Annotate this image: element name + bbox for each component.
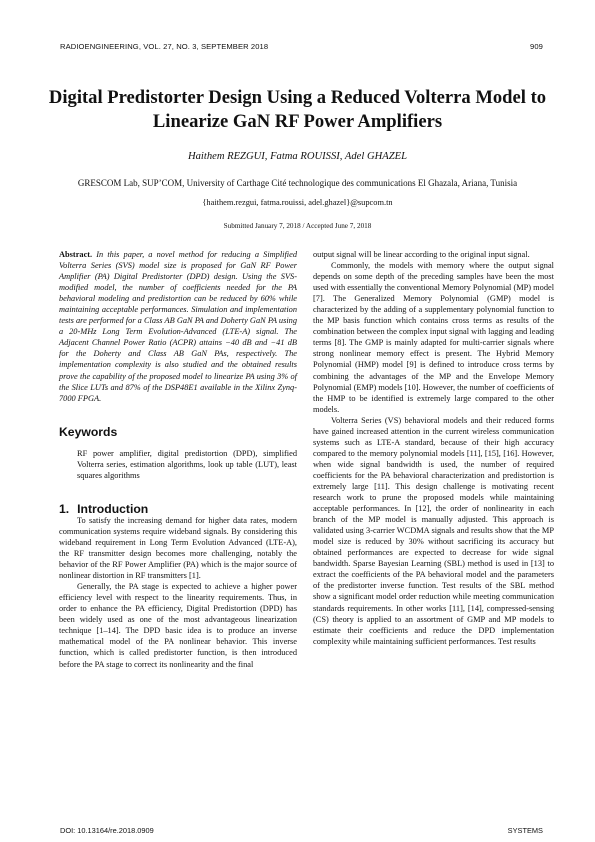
affiliation: GRESCOM Lab, SUP’COM, University of Carthage Cité technologique des communications El Ghazala, Ariana, Tunisia <box>77 178 518 188</box>
author-list: Haithem REZGUI, Fatma ROUISSI, Adel GHAZEL <box>187 151 407 162</box>
abstract <box>59 249 297 404</box>
introduction-heading <box>59 501 297 516</box>
keywords-heading: Keywords <box>59 424 118 439</box>
section-number: 1. <box>59 501 70 516</box>
body-paragraph-volterra: Volterra Series (VS) behavioral models and their reduced forms have gained increased attention in the current wireless communication systems such as LTE-A standard, because of their high accuracy compared to the memory polynomial models [11], [15], [16]. However, when wide signal bandwidth is used, the number of required coefficients for the PA behavioral characterization and predistortion is extremely large [11]. This design challenge is motivating recent research work to prune the proposed models while maintaining acceptable performances. In [12], the order of nonlinearity in each branch of the MP model is manually adjusted. This approach is validated using 3-carrier WCDMA signals and results show that the MP model size is reduced by 30% without sacrificing its accuracy but obtained performances are expected to decrease for wide signal bandwidth. Sparse Bayesian Learning (SBL) method is used in [13] to extract the coefficients of the PA behavioral model and the parameters of the predistorter inverse function. Test results of the SBL method show a significant model order reduction while meeting communication standards requirements. In other works [11], [14], compressed-sensing (CS) theory is applied to an assortment of GMP and MP models to estimate their coefficients and reduce the DPD implementation complexity while maintaining sufficient performances. Test results <box>313 415 554 646</box>
left-column <box>59 249 297 670</box>
keywords-text: RF power amplifier, digital predistortion (DPD), simplified Volterra series, estimation algorithms, look up table (LUT), least squares algorithms <box>77 448 297 480</box>
journal-name: RADIOENGINEERING, VOL. 27, NO. 3, SEPTEMBER 2018 <box>60 42 269 51</box>
running-header <box>60 42 543 51</box>
page-number: 909 <box>530 42 543 51</box>
page-footer <box>60 826 543 835</box>
author-emails: {haithem.rezgui, fatma.rouissi, adel.ghazel}@supcom.tn <box>202 198 393 207</box>
right-column <box>313 249 554 647</box>
section-tag: SYSTEMS <box>507 826 543 835</box>
paper-title: Digital Predistorter Design Using a Reduced Volterra Model to Linearize GaN RF Power Amplifiers <box>48 87 547 132</box>
intro-paragraph-1: To satisfy the increasing demand for higher data rates, modern communication systems require wideband signals. By considering this wideband requirement in Long Term Evolution Advanced (LTE-A), the RF transmitter design becomes more challenging, notably the behavior of the RF Power Amplifier (PA) which is the major source of nonlinear distortion in RF transmitters [1]. <box>59 515 297 581</box>
abstract-text: In this paper, a novel method for reducing a Simplified Volterra Series (SVS) model size is proposed for GaN RF Power Amplifier (PA) Digital Predistorter (DPD) design. Using the SVS-modified model, the number of coefficients needed for the PA behavioral modeling and predistortion can be reduced by 60% while maintaining acceptable performances. Simulation and implementation tests are performed for a Class AB GaN PA and Doherty GaN PA using a 20-MHz Long Term Evolution-Advanced (LTE-A) signal. The Adjacent Channel Power Ratio (ACPR) attains −40 dB and −41 dB for the Doherty and Class AB GaN PAs, respectively. The implementation complexity is also studied and the obtained results prove the capability of the proposed model to linearize PA using 3% of the Slice LUTs and 87% of the DSP48E1 available in the Xilinx Zynq-7000 FPGA. <box>59 250 297 403</box>
continued-paragraph: output signal will be linear according to the original input signal. <box>313 250 530 259</box>
body-paragraph-models: Commonly, the models with memory where the output signal depends on some depth of the preceding samples have been the most used with essentially the conventional Memory Polynomial (MP) model [7]. The Generalized Memory Polynomial (GMP) model is characterized by the adding of a supplementary polynomial function to the MP basis function which contains cross terms as results of the combination between the complex input signal with lagging and leading terms [8]. The GMP is mainly adapted for multi-carrier signals where strong nonlinear memory effect is present. The Hybrid Memory Polynomial (HMP) model [9] is defined to introduce cross terms by combining the advantages of the MP and the Envelope Memory Polynomial (EMP) models [10]. However, the number of coefficients of the HMP to be identified is extremely large compared to the other models. <box>313 261 555 414</box>
doi: DOI: 10.13164/re.2018.0909 <box>60 826 154 835</box>
submission-dates: Submitted January 7, 2018 / Accepted June 7, 2018 <box>223 222 372 230</box>
abstract-label: Abstract. <box>59 250 93 259</box>
intro-paragraph-2: Generally, the PA stage is expected to achieve a higher power efficiency level with respect to the linearity requirements. Thus, in order to enhance the PA efficiency, Digital Predistortion (DPD) has been widely used as one of the most advantageous linearization technique [1–14]. The DPD basic idea is to produce an inverse mathematical model of the PA nonlinear behavior. This inverse function, which is called predistorter function, is then introduced before the PA stage to correct its nonlinearity and the final <box>59 582 297 669</box>
section-title: Introduction <box>77 501 149 516</box>
